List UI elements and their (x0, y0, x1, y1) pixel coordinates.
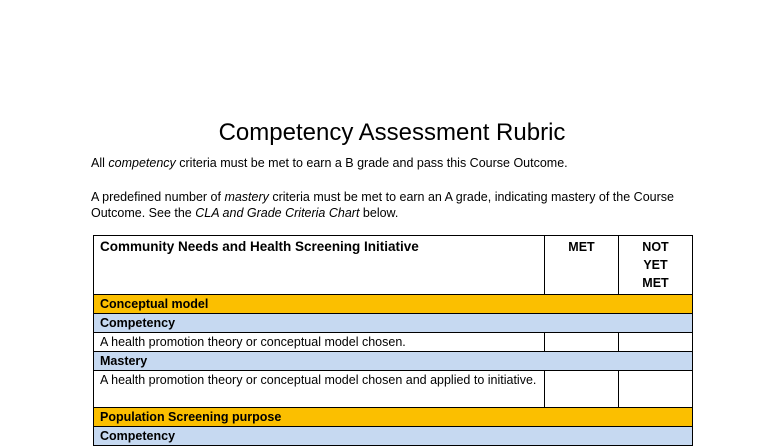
table-header-row (94, 236, 693, 295)
not-yet-met-cell[interactable] (619, 333, 693, 352)
header-initiative: Community Needs and Health Screening Initiative (94, 236, 545, 295)
header-met: MET (545, 236, 619, 295)
subheader-row-competency: Competency (94, 314, 693, 333)
emphasis-chart-name: CLA and Grade Criteria Chart (195, 206, 360, 220)
emphasis-competency: competency (108, 156, 176, 170)
criterion-text: A health promotion theory or conceptual model chosen and applied to initiative. (94, 371, 545, 408)
page-title: Competency Assessment Rubric (218, 119, 566, 146)
subheader-row-mastery: Mastery (94, 352, 693, 371)
not-yet-met-cell[interactable] (619, 371, 693, 408)
rubric-table (93, 235, 693, 446)
subheader-row-competency: Competency (94, 427, 693, 446)
mastery-instructions: A predefined number of mastery criteria must be met to earn an A grade, indicating mastery of the Course Outcome. See the CLA and Grade Criteria Chart below. (91, 190, 674, 220)
emphasis-mastery: mastery (224, 190, 269, 204)
criterion-row (94, 371, 693, 408)
section-row-conceptual-model: Conceptual model (94, 295, 693, 314)
competency-instructions: All competency criteria must be met to earn a B grade and pass this Course Outcome. (91, 156, 568, 170)
criterion-row (94, 333, 693, 352)
header-not-yet-met: NOT YET MET (619, 236, 693, 295)
met-cell[interactable] (545, 333, 619, 352)
met-cell[interactable] (545, 371, 619, 408)
section-row-population-screening: Population Screening purpose (94, 408, 693, 427)
criterion-text: A health promotion theory or conceptual model chosen. (94, 333, 545, 352)
